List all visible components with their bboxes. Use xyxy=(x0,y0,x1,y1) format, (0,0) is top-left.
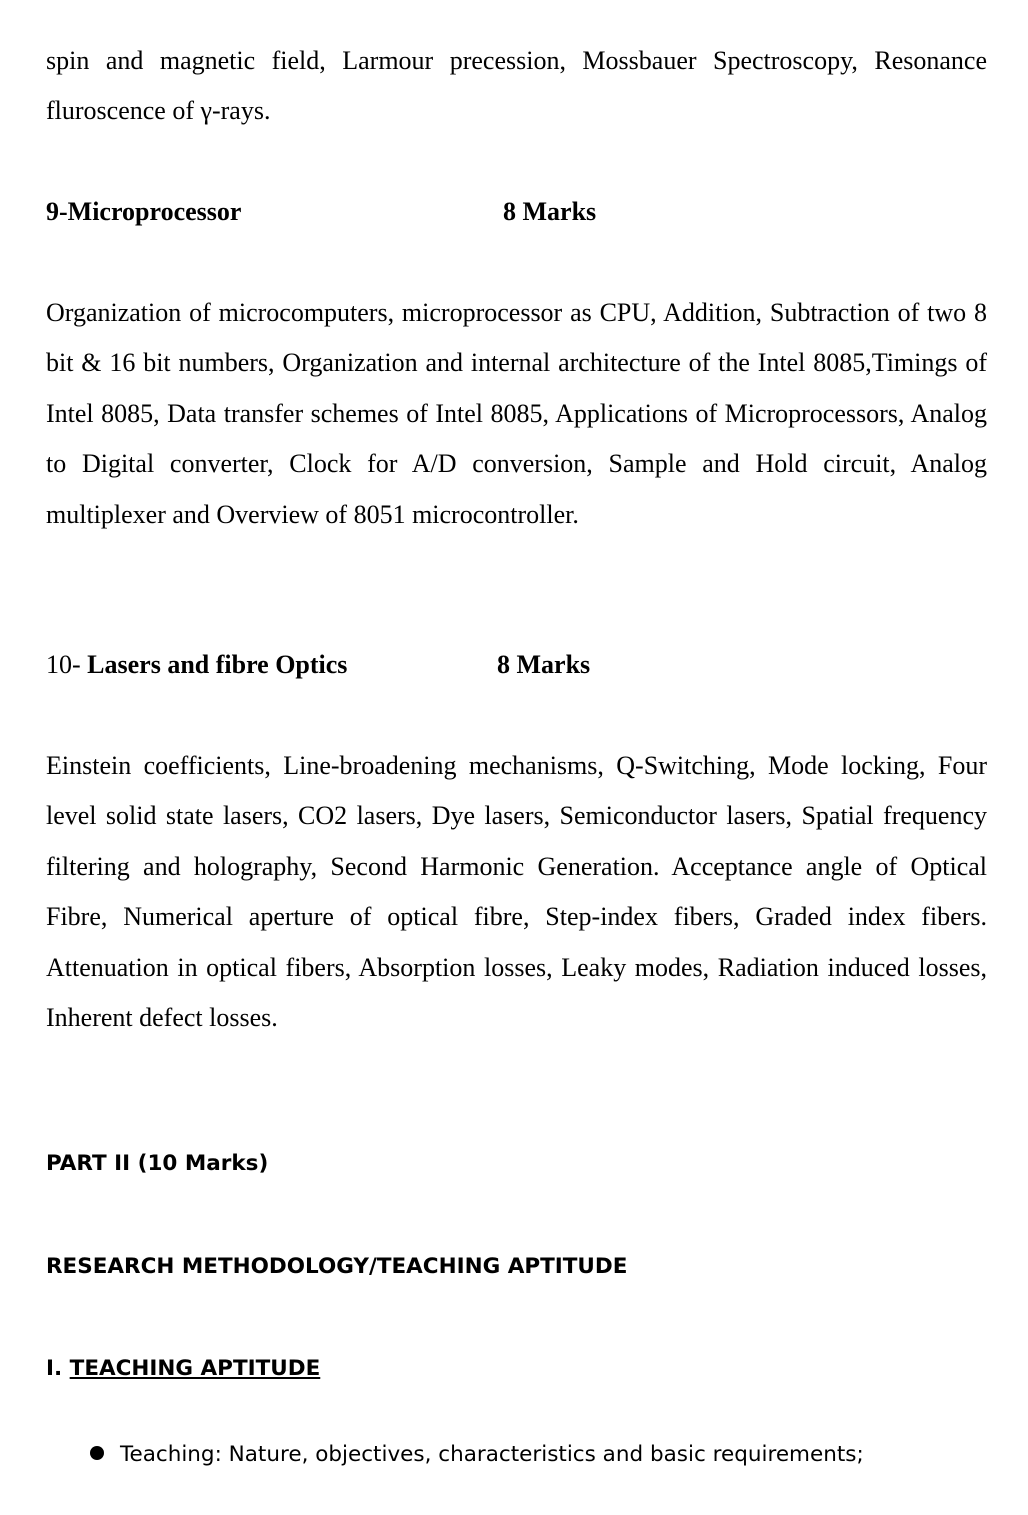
section-10-number: 10- xyxy=(46,650,88,679)
teaching-aptitude-title: TEACHING APTITUDE xyxy=(69,1356,321,1381)
section-10-title: Lasers and fibre Optics xyxy=(87,650,348,679)
section-9-body: Organization of microcomputers, microprocessor as CPU, Addition, Subtraction of two 8 bit & 16 bit numbers, Organization and internal architecture of the Intel 8085,Timings of Intel 8085, Data transfer schemes of Intel 8085, Applications of Microprocessors, Analog to Digital converter, Clock for A/D conversion, Sample and Hold circuit, Analog multiplexer and Overview of 8051 microcontroller. xyxy=(46,298,987,529)
teaching-aptitude-heading xyxy=(46,1354,320,1384)
list-item xyxy=(90,1440,864,1470)
section-10-marks: 8 Marks xyxy=(497,650,591,679)
section-10-body: Einstein coefficients, Line-broadening mechanisms, Q-Switching, Mode locking, Four level solid state lasers, CO2 lasers, Dye lasers, Semiconductor lasers, Spatial frequency filtering and holography, Second Harmonic Generation. Acceptance angle of Optical Fibre, Numerical aperture of optical fibre, Step-index fibers, Graded index fibers. Attenuation in optical fibers, Absorption losses, Leaky modes, Radiation induced losses, Inherent defect losses. xyxy=(46,751,987,1033)
bullet-icon xyxy=(90,1446,104,1460)
part-2-heading: PART II (10 Marks) xyxy=(46,1151,269,1176)
section-9-marks: 8 Marks xyxy=(503,197,597,226)
research-methodology-heading: RESEARCH METHODOLOGY/TEACHING APTITUDE xyxy=(46,1254,628,1279)
section-9-number: 9- xyxy=(46,197,68,226)
section-9-heading xyxy=(46,192,987,232)
section-10-heading xyxy=(46,645,987,685)
section-9-title: Microprocessor xyxy=(67,197,242,226)
bullet-text: Teaching: Nature, objectives, characteristics and basic requirements; xyxy=(120,1442,864,1467)
teaching-aptitude-prefix: I. xyxy=(46,1356,70,1381)
intro-paragraph: spin and magnetic field, Larmour precession, Mossbauer Spectroscopy, Resonance fluroscence of γ-rays. xyxy=(46,46,987,126)
